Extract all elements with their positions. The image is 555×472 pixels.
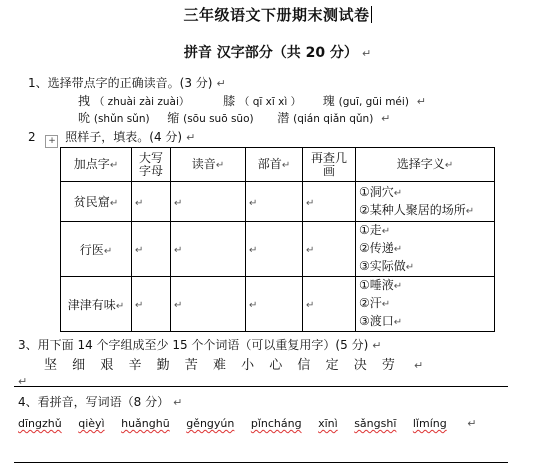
q1-item-options: (guī, gūi méi)	[338, 96, 409, 108]
section-heading	[0, 42, 555, 62]
q3-char: 劳	[381, 358, 395, 373]
meaning-option: ③实际做↵	[359, 259, 415, 273]
paragraph-mark-icon: ↵	[372, 339, 382, 352]
q1-prompt-text: 1、选择带点字的正确读音。(3 分)	[28, 76, 213, 90]
meaning-option: ②某种人聚居的场所↵	[359, 202, 475, 217]
meaning-option: ②汗↵	[359, 296, 391, 310]
table-cell-answer[interactable]: ↵	[171, 277, 246, 332]
q3-prompt-text: 3、用下面 14 个字组成至少 15 个个词语（可以重复用字）(5 分)	[18, 338, 369, 352]
table-header-cell: 部首↵	[246, 148, 303, 182]
paragraph-mark-icon: ↵	[381, 112, 391, 125]
q1-item-options: （ qī xī xì ）	[238, 96, 302, 108]
q3-char: 决	[353, 358, 367, 373]
table-header-row	[61, 148, 495, 182]
table-row	[61, 277, 495, 332]
table-cell-word[interactable]: 贫民窟↵	[61, 182, 132, 222]
meaning-option: ①洞穴↵	[359, 184, 403, 199]
table-header-cell: 再查几画	[303, 148, 356, 182]
q4-pinyin: sǎngshī	[354, 417, 397, 430]
q3-char: 辛	[128, 358, 142, 373]
answer-line[interactable]	[14, 386, 508, 387]
q1-item-options: (sōu suō sūo)	[183, 113, 254, 125]
table-header-cell: 选择字义↵	[356, 148, 495, 182]
q3-char: 苦	[184, 358, 198, 373]
page-title	[0, 4, 555, 25]
table-cell-answer[interactable]: ↵	[132, 222, 171, 277]
q4-prompt-text: 4、看拼音，写词语（8 分）	[18, 395, 170, 409]
table-cell-word[interactable]: 津津有味↵	[61, 277, 132, 332]
table-cell-answer[interactable]: ↵	[303, 277, 356, 332]
q3-char: 艰	[100, 358, 114, 373]
title-text: 三年级语文下册期末测试卷	[183, 6, 370, 24]
q3-char: 小	[241, 358, 255, 373]
table-move-handle-icon[interactable]: +	[45, 135, 58, 148]
paragraph-mark-icon: ↵	[467, 417, 477, 430]
table-cell-word[interactable]: 行医↵	[61, 222, 132, 277]
q1-item-char: 拽	[78, 94, 91, 108]
meaning-option: ②传递↵	[359, 241, 403, 255]
q3-char: 信	[297, 358, 311, 373]
q3-char: 定	[325, 358, 339, 373]
q4-pinyin: lǐmíng	[412, 417, 447, 430]
q1-item-char: 潜	[277, 111, 290, 125]
table-cell-meanings[interactable]	[356, 182, 495, 222]
answer-line[interactable]	[14, 462, 508, 463]
q4-pinyin: gěngyún	[186, 417, 235, 430]
q1-prompt	[28, 74, 226, 91]
q2-prompt-text: 照样子，填表。(4 分)	[65, 130, 183, 144]
q1-item-options: (qián qiǎn qǔn)	[293, 113, 374, 125]
q1-item-char: 膝	[223, 94, 236, 108]
paragraph-mark-icon: ↵	[216, 77, 226, 90]
table-cell-answer[interactable]: ↵	[132, 277, 171, 332]
q4-pinyin-list	[18, 417, 476, 430]
text-cursor	[371, 6, 372, 23]
q2-prompt	[28, 128, 195, 148]
q3-char-list	[44, 354, 434, 373]
paragraph-mark-icon: ↵	[416, 95, 426, 108]
q1-row-1	[78, 92, 426, 109]
q1-item-char: 瑰	[322, 94, 335, 108]
q4-pinyin: pǐnchánɡ	[250, 417, 302, 430]
q1-item-char: 吮	[78, 111, 91, 125]
table-cell-answer[interactable]: ↵	[246, 277, 303, 332]
meaning-option: ①走↵	[359, 223, 391, 237]
q1-row-2	[78, 109, 390, 126]
table-cell-answer[interactable]: ↵	[246, 182, 303, 222]
q3-char: 细	[72, 358, 86, 373]
paragraph-mark-icon: ↵	[414, 359, 424, 372]
q4-pinyin: qièyì	[78, 417, 105, 430]
section-heading-text: 拼音 汉字部分（共 20 分）	[183, 45, 358, 61]
q3-char: 难	[212, 358, 226, 373]
q3-prompt	[18, 336, 381, 353]
paragraph-mark-icon: ↵	[361, 47, 372, 60]
q4-pinyin: dīngzhǔ	[18, 417, 62, 430]
q2-table	[60, 147, 495, 332]
q1-item-options: (shǔn sǔn)	[93, 113, 150, 125]
q3-char: 勤	[156, 358, 170, 373]
table-cell-answer[interactable]: ↵	[171, 182, 246, 222]
paragraph-mark-icon: ↵	[18, 375, 28, 388]
table-row	[61, 222, 495, 277]
table-cell-answer[interactable]: ↵	[303, 182, 356, 222]
table-cell-answer[interactable]: ↵	[132, 182, 171, 222]
table-cell-answer[interactable]: ↵	[246, 222, 303, 277]
meaning-option: ①唾液↵	[359, 278, 403, 292]
table-header-cell: 加点字↵	[61, 148, 132, 182]
paragraph-mark-icon: ↵	[186, 131, 196, 144]
q4-prompt	[18, 393, 182, 410]
table-header-cell: 读音↵	[171, 148, 246, 182]
meaning-option: ③渡口↵	[359, 314, 403, 328]
q4-pinyin: xīnì	[318, 417, 338, 430]
q3-char: 坚	[44, 358, 58, 373]
q1-item-options: （ zhuài zài zuài）	[93, 96, 190, 108]
table-header-cell: 大写字母	[132, 148, 171, 182]
q3-char: 心	[269, 358, 283, 373]
table-row	[61, 182, 495, 222]
q1-item-char: 缩	[167, 111, 180, 125]
table-cell-answer[interactable]: ↵	[171, 222, 246, 277]
table-cell-meanings[interactable]	[356, 222, 495, 277]
table-cell-meanings[interactable]	[356, 277, 495, 332]
paragraph-mark-icon: ↵	[173, 396, 183, 409]
q2-number: 2	[28, 130, 36, 144]
q4-pinyin: huǎnghū	[121, 417, 170, 430]
table-cell-answer[interactable]: ↵	[303, 222, 356, 277]
